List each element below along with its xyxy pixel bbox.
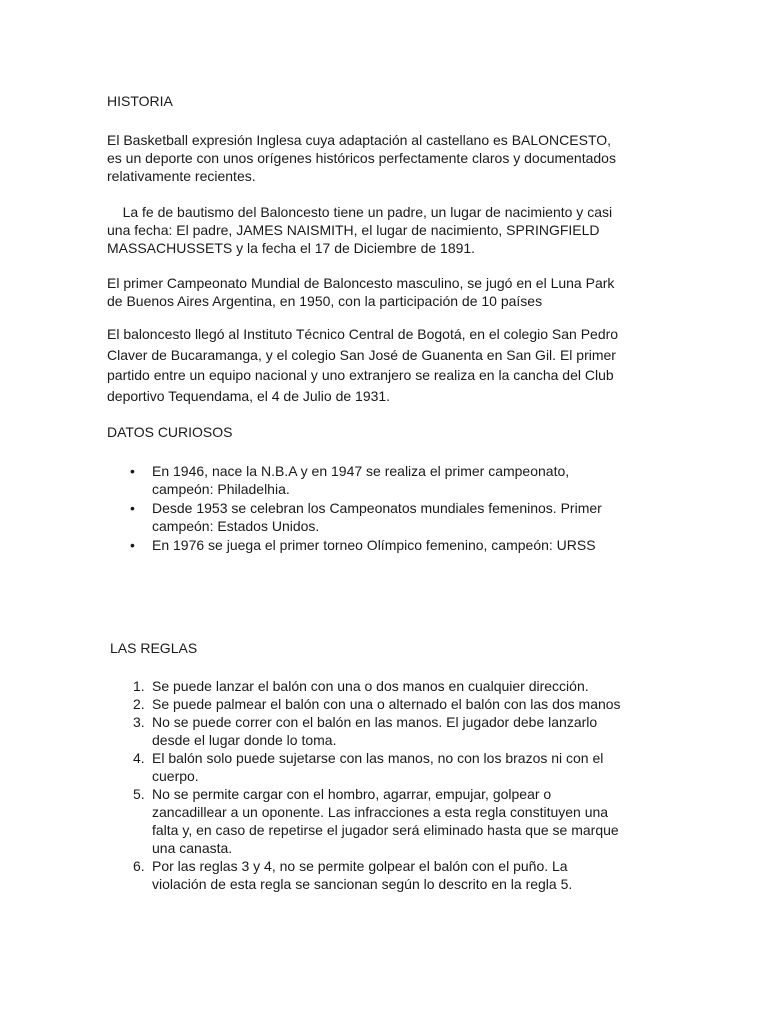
reglas-list xyxy=(103,677,672,893)
historia-paragraph-1: El Basketball expresión Inglesa cuya adaptación al castellano es BALONCESTO, es un deporte con unos orígenes históricos perfectamente claros y documentados relativamente recientes. xyxy=(107,132,616,184)
rule-text: No se puede correr con el balón en las manos. El jugador debe lanzarlo desde el lugar donde lo toma. xyxy=(152,714,598,748)
rule-number: 6. xyxy=(133,858,145,874)
rule-number: 4. xyxy=(133,750,145,766)
las-reglas-heading: LAS REGLAS xyxy=(110,640,198,656)
rule-number: 5. xyxy=(133,786,145,802)
rule-number: 3. xyxy=(133,714,145,730)
historia-paragraph-2: La fe de bautismo del Baloncesto tiene un padre, un lugar de nacimiento y casi una fecha: El padre, JAMES NAISMITH, el lugar de nacimiento, SPRINGFIELD MASSACHUSSETS y la fecha el 17 de Diciembre de 1891. xyxy=(107,204,613,256)
bullet-icon: • xyxy=(130,463,135,479)
list-item xyxy=(107,499,652,535)
historia-paragraph-4: El baloncesto llegó al Instituto Técnico Central de Bogotá, en el colegio San Pedro Claver de Bucaramanga, y el colegio San José de Guanenta en San Gil. El primer partido entre un equipo nacional y uno extranjero se realiza en la cancha del Club deportivo Tequendama, el 4 de Julio de 1931. xyxy=(107,326,619,404)
list-item xyxy=(103,677,672,695)
bullet-icon: • xyxy=(130,500,135,516)
historia-heading: HISTORIA xyxy=(107,93,173,109)
rule-number: 2. xyxy=(133,696,145,712)
list-item xyxy=(103,695,672,713)
datos-curiosos-heading: DATOS CURIOSOS xyxy=(107,424,233,440)
list-item xyxy=(103,749,672,785)
list-item-text: Desde 1953 se celebran los Campeonatos mundiales femeninos. Primer campeón: Estados Unidos. xyxy=(152,500,602,534)
list-item xyxy=(103,713,672,749)
rule-text: El balón solo puede sujetarse con las manos, no con los brazos ni con el cuerpo. xyxy=(152,750,604,784)
rule-text: Por las reglas 3 y 4, no se permite golpear el balón con el puño. La violación de esta regla se sancionan según lo descrito en la regla 5. xyxy=(152,858,573,892)
list-item-text: En 1946, nace la N.B.A y en 1947 se realiza el primer campeonato, campeón: Philadelhia. xyxy=(152,463,570,497)
rule-number: 1. xyxy=(133,678,145,694)
list-item xyxy=(107,536,652,554)
list-item xyxy=(103,785,672,857)
list-item xyxy=(107,462,652,498)
bullet-icon: • xyxy=(130,537,135,553)
rule-text: Se puede lanzar el balón con una o dos manos en cualquier dirección. xyxy=(152,678,589,694)
datos-curiosos-list xyxy=(107,462,652,554)
list-item xyxy=(103,857,672,893)
rule-text: Se puede palmear el balón con una o alternado el balón con las dos manos xyxy=(152,696,621,712)
list-item-text: En 1976 se juega el primer torneo Olímpico femenino, campeón: URSS xyxy=(152,537,596,553)
rule-text: No se permite cargar con el hombro, agarrar, empujar, golpear o zancadillear a un oponente. Las infracciones a esta regla constituyen una falta y, en caso de repetirse el jugador será eliminado hasta que se marque una canasta. xyxy=(152,786,619,856)
historia-paragraph-3: El primer Campeonato Mundial de Baloncesto masculino, se jugó en el Luna Park de Buenos Aires Argentina, en 1950, con la participación de 10 países xyxy=(107,275,615,309)
